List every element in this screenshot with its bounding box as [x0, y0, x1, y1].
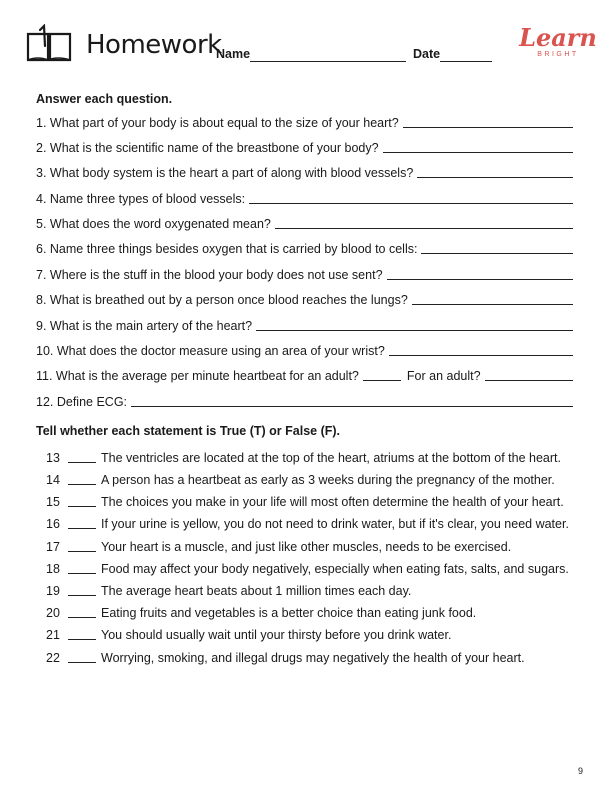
question-8: 8. What is breathed out by a person once blood reaches the lungs?: [36, 291, 573, 307]
tf-item-19: 19 The average heart beats about 1 million times each day.: [46, 584, 412, 598]
question-5: 5. What does the word oxygenated mean?: [36, 215, 573, 231]
answer-line[interactable]: [389, 355, 573, 356]
tf-answer-blank[interactable]: [68, 484, 96, 485]
answer-line[interactable]: [131, 406, 573, 407]
tf-item-16: 16 If your urine is yellow, you do not need to drink water, but if it's clear, you need water.: [46, 517, 569, 531]
page-number: 9: [578, 766, 584, 776]
page-title: Homework: [86, 30, 222, 60]
answer-line[interactable]: [412, 304, 573, 305]
date-field[interactable]: [440, 61, 492, 62]
date-label: Date: [413, 47, 441, 61]
answer-line[interactable]: [249, 203, 573, 204]
logo-subtext: BRIGHT: [537, 51, 579, 58]
name-field[interactable]: [250, 61, 406, 62]
question-9: 9. What is the main artery of the heart?: [36, 317, 573, 333]
answer-line[interactable]: [363, 380, 401, 381]
open-book-icon: [24, 24, 74, 64]
section-title-true-false: Tell whether each statement is True (T) or False (F).: [36, 424, 341, 438]
tf-answer-blank[interactable]: [68, 662, 96, 663]
answer-line[interactable]: [485, 380, 573, 381]
question-11: 11. What is the average per minute heartbeat for an adult? For an adult?: [36, 367, 573, 383]
tf-item-13: 13 The ventricles are located at the top of the heart, atriums at the bottom of the heart.: [46, 451, 561, 465]
tf-item-15: 15 The choices you make in your life will most often determine the health of your heart.: [46, 495, 564, 509]
worksheet-header: [0, 0, 612, 80]
question-2: 2. What is the scientific name of the breastbone of your body?: [36, 139, 573, 155]
answer-line[interactable]: [421, 253, 573, 254]
tf-item-14: 14 A person has a heartbeat as early as 3 weeks during the pregnancy of the mother.: [46, 473, 555, 487]
tf-answer-blank[interactable]: [68, 528, 96, 529]
question-12: 12. Define ECG:: [36, 393, 573, 409]
logo-text: Learn: [519, 23, 597, 52]
question-4: 4. Name three types of blood vessels:: [36, 190, 573, 206]
tf-answer-blank[interactable]: [68, 617, 96, 618]
name-label: Name: [216, 47, 251, 61]
answer-line[interactable]: [387, 279, 573, 280]
question-7: 7. Where is the stuff in the blood your body does not use sent?: [36, 266, 573, 282]
tf-item-20: 20 Eating fruits and vegetables is a better choice than eating junk food.: [46, 606, 477, 620]
question-6: 6. Name three things besides oxygen that is carried by blood to cells:: [36, 240, 573, 256]
tf-answer-blank[interactable]: [68, 462, 96, 463]
answer-line[interactable]: [275, 228, 573, 229]
tf-answer-blank[interactable]: [68, 639, 96, 640]
tf-item-21: 21 You should usually wait until your thirsty before you drink water.: [46, 628, 452, 642]
question-10: 10. What does the doctor measure using an area of your wrist?: [36, 342, 573, 358]
answer-line[interactable]: [417, 177, 573, 178]
tf-item-17: 17 Your heart is a muscle, and just like other muscles, needs to be exercised.: [46, 540, 512, 554]
answer-line[interactable]: [403, 127, 573, 128]
learn-bright-logo: [518, 23, 598, 66]
tf-item-22: 22 Worrying, smoking, and illegal drugs may negatively the health of your heart.: [46, 651, 525, 665]
question-1: 1. What part of your body is about equal to the size of your heart?: [36, 114, 573, 130]
tf-answer-blank[interactable]: [68, 595, 96, 596]
answer-line[interactable]: [256, 330, 573, 331]
tf-answer-blank[interactable]: [68, 506, 96, 507]
question-3: 3. What body system is the heart a part of along with blood vessels?: [36, 164, 573, 180]
section-title-questions: Answer each question.: [36, 92, 173, 106]
tf-item-18: 18 Food may affect your body negatively, especially when eating fats, salts, and sugars.: [46, 562, 569, 576]
tf-answer-blank[interactable]: [68, 551, 96, 552]
tf-answer-blank[interactable]: [68, 573, 96, 574]
answer-line[interactable]: [383, 152, 573, 153]
